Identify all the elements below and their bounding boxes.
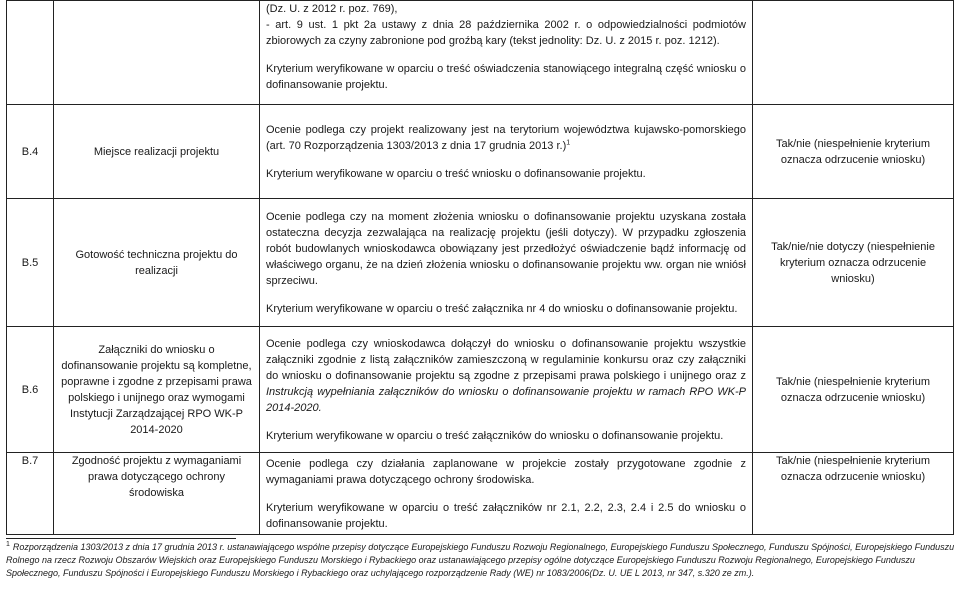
cell-name-empty <box>54 1 260 105</box>
criteria-table <box>6 0 954 535</box>
criterion-name: Miejsce realizacji projektu <box>54 105 260 199</box>
continuation-verify: Kryterium weryfikowane w oparciu o treść oświadczenia stanowiącego integralną część wniosku o dofinansowanie projektu. <box>266 63 746 91</box>
cell-effect-empty <box>753 1 954 105</box>
table-row <box>7 327 954 453</box>
footnote-divider <box>6 538 236 539</box>
criterion-id: B.6 <box>7 327 54 453</box>
criterion-name: Załączniki do wniosku o dofinansowanie projektu są kompletne, poprawne i zgodne z przepisami prawa polskiego i unijnego oraz wymogami Instytucji Zarządzającej RPO WK-P 2014-2020 <box>54 327 260 453</box>
table-row <box>7 199 954 327</box>
description-text: Ocenie podlega czy wnioskodawca dołączył do wniosku o dofinansowanie projektu wszystkie załączniki zgodnie z listą załączników zamieszczoną w regulaminie konkursu oraz czy załączniki do wniosku o dofinansowanie projektu są zgodne z przepisami prawa polskiego i unijnego oraz z <box>266 337 746 382</box>
criterion-effect: Tak/nie (niespełnienie kryterium oznacza odrzucenie wniosku) <box>753 327 954 453</box>
criterion-id: B.7 <box>7 453 54 535</box>
criterion-id: B.5 <box>7 199 54 327</box>
verification-text: Kryterium weryfikowane w oparciu o treść wniosku o dofinansowanie projektu. <box>266 167 646 180</box>
table-row <box>7 453 954 535</box>
criterion-description <box>260 105 753 199</box>
footnote <box>6 541 958 580</box>
criterion-effect: Tak/nie (niespełnienie kryterium oznacza odrzucenie wniosku) <box>753 453 954 535</box>
continuation-line1: (Dz. U. z 2012 r. poz. 769), <box>266 3 398 15</box>
footnote-number: 1 <box>6 541 10 548</box>
criterion-description <box>260 327 753 453</box>
criterion-description <box>260 453 753 535</box>
description-text: Ocenie podlega czy projekt realizowany jest na terytorium województwa kujawsko-pomorskiego (art. 70 Rozporządzenia 1303/2013 z dnia 17 grudnia 2013 r.) <box>266 123 746 152</box>
description-text: Ocenie podlega czy na moment złożenia wniosku o dofinansowanie projektu uzyskana została ostateczna decyzja zezwalająca na realizację projektu (jeśli dotyczy). W przypadku zgłoszenia robót budowlanych wnioskodawca obowiązany jest przedłożyć oświadczenie bądź informację od właściwego organu, że na dzień złożenia wniosku o dofinansowanie projektu ww. organ nie wniósł sprzeciwu. <box>266 210 746 287</box>
table-row-continuation <box>7 1 954 105</box>
criterion-effect: Tak/nie/nie dotyczy (niespełnienie kryterium oznacza odrzucenie wniosku) <box>753 199 954 327</box>
criterion-effect: Tak/nie (niespełnienie kryterium oznacza odrzucenie wniosku) <box>753 105 954 199</box>
criterion-id: B.4 <box>7 105 54 199</box>
verification-text: Kryterium weryfikowane w oparciu o treść załączników nr 2.1, 2.2, 2.3, 2.4 i 2.5 do wniosku o dofinansowanie projektu. <box>266 501 746 530</box>
footnote-text: Rozporządzenia 1303/2013 z dnia 17 grudnia 2013 r. ustanawiającego wspólne przepisy dotyczące Europejskiego Funduszu Rozwoju Regionalnego, Europejskiego Funduszu Społecznego, Funduszu Spójności, Europejskiego Funduszu Rolnego na rzecz Rozwoju Obszarów Wiejskich oraz Europejskiego Funduszu Morskiego i Rybackiego oraz ustanawiającego przepisy ogólne dotyczące Europejskiego Funduszu Rozwoju Regionalnego, Europejskiego Funduszu Społecznego, Funduszu Spójności i Europejskiego Funduszu Morskiego i Rybackiego oraz uchylającego rozporządzenie Rady (WE) nr 1083/2006(Dz. U. UE L 2013, nr 347, s.320 ze zm.). <box>6 542 955 578</box>
criterion-name: Gotowość techniczna projektu do realizacji <box>54 199 260 327</box>
continuation-line2: - art. 9 ust. 1 pkt 2a ustawy z dnia 28 października 2002 r. o odpowiedzialności podmiotów zbiorowych za czyny zabronione pod groźbą kary (tekst jednolity: Dz. U. z 2015 r. poz. 1212). <box>266 19 746 47</box>
description-italic: Instrukcją wypełniania załączników do wniosku o dofinansowanie projektu w ramach RPO WK-P 2014-2020. <box>266 385 746 414</box>
verification-text: Kryterium weryfikowane w oparciu o treść załączników do wniosku o dofinansowanie projektu. <box>266 429 724 442</box>
criterion-name: Zgodność projektu z wymaganiami prawa dotyczącego ochrony środowiska <box>54 453 260 535</box>
cell-desc-continuation <box>260 1 753 105</box>
verification-text: Kryterium weryfikowane w oparciu o treść załącznika nr 4 do wniosku o dofinansowanie projektu. <box>266 302 738 315</box>
cell-id-empty <box>7 1 54 105</box>
description-text: Ocenie podlega czy działania zaplanowane w projekcie zostały przygotowane zgodnie z wymaganiami prawa dotyczącego ochrony środowiska. <box>266 457 746 486</box>
criterion-description <box>260 199 753 327</box>
table-row <box>7 105 954 199</box>
footnote-ref: 1 <box>566 138 571 146</box>
